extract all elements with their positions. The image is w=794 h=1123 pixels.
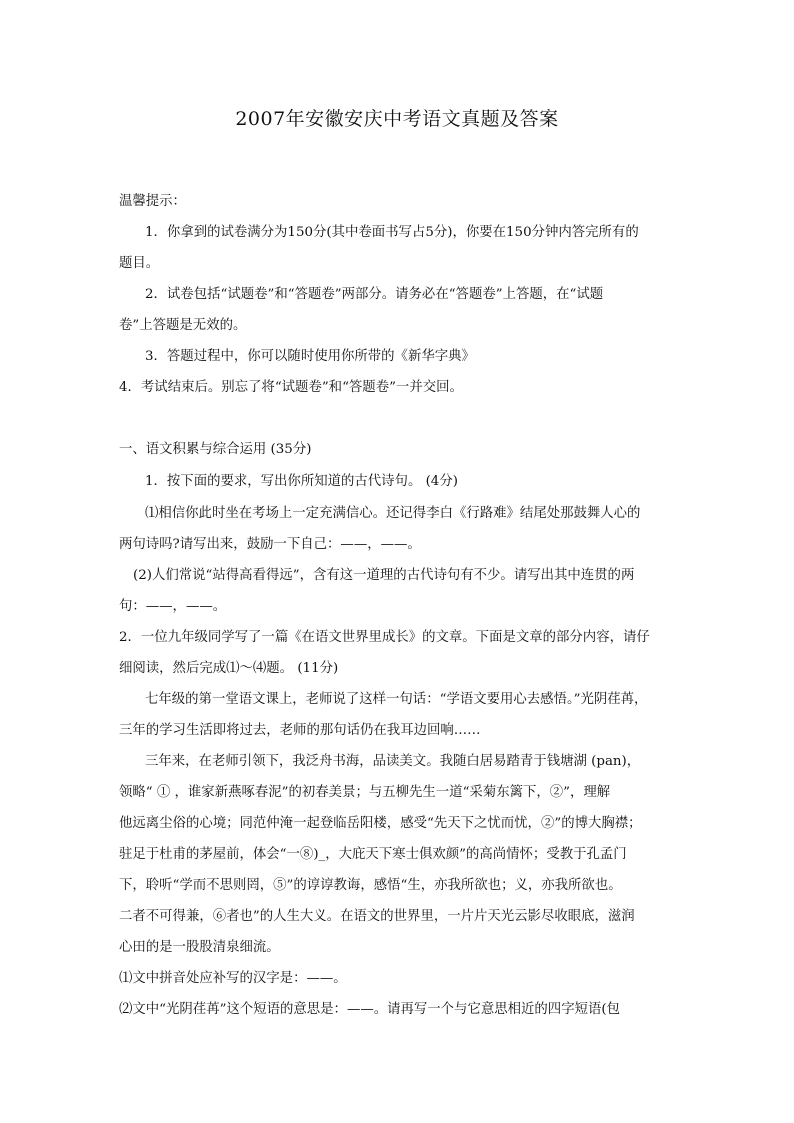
question-1-part-1-cont: 两句诗吗?请写出来，鼓励一下自己：——，——。: [119, 537, 421, 552]
tip-item-3: 3．答题过程中，你可以随时使用你所带的《新华字典》: [145, 349, 475, 364]
passage-paragraph-2-line-2: 领略“ ① ，谁家新燕啄春泥”的初春美景；与五柳先生一道“采菊东篱下，②”，理解: [119, 785, 611, 800]
page-title: 2007年安徽安庆中考语文真题及答案: [235, 108, 559, 130]
question-2-cont: 细阅读，然后完成⑴～⑷题。 (11分): [119, 661, 339, 676]
passage-paragraph-2-line-3: 他远离尘俗的心境；同范仲淹一起登临岳阳楼，感受“先天下之忧而忧，②”的博大胸襟；: [119, 816, 642, 831]
tip-item-2-cont: 卷”上答题是无效的。: [119, 318, 247, 333]
passage-paragraph-2-line-5: 下，聆听“学而不思则罔，⑤”的谆谆教诲，感悟“生，亦我所欲也；义，亦我所欲也。: [119, 878, 622, 893]
question-1: 1．按下面的要求，写出你所知道的古代诗句。 (4分): [145, 474, 458, 489]
question-1-part-2-cont: 句：——，——。: [119, 599, 227, 614]
passage-paragraph-2-line-4: 驻足于杜甫的茅屋前，体会“一⑧)_，大庇天下寒士俱欢颜”的高尚情怀；受教于孔孟门: [119, 847, 627, 862]
passage-paragraph-2-line-7: 心田的是一股股清泉细流。: [119, 940, 280, 955]
question-2: 2．一位九年级同学写了一篇《在语文世界里成长》的文章。下面是文章的部分内容，请仔: [119, 630, 650, 645]
tip-item-2: 2．试卷包括“试题卷”和“答题卷”两部分。请务必在“答题卷”上答题，在“试题: [145, 287, 604, 302]
passage-paragraph-1-cont: 三年的学习生活即将过去，老师的那句话仍在我耳边回响……: [119, 723, 481, 738]
tip-item-1: 1．你拿到的试卷满分为150分(其中卷面书写占5分)，你要在150分钟内答完所有的: [145, 225, 639, 240]
section-heading: 一、语文积累与综合运用 (35分): [119, 442, 312, 457]
tip-item-1-cont: 题目。: [119, 256, 160, 271]
tip-item-4: 4．考试结束后。别忘了将“试题卷”和“答题卷”一并交回。: [119, 380, 463, 395]
tips-heading: 温馨提示：: [119, 194, 186, 209]
answer-prompt-1: ⑴文中拼音处应补写的汉字是：——。: [119, 971, 347, 986]
passage-paragraph-2: 三年来，在老师引领下，我泛舟书海，品读美文。我随白居易踏青于钱塘湖 (pan)，: [145, 754, 641, 769]
passage-paragraph-1: 七年级的第一堂语文课上，老师说了这样一句话：“学语文要用心去感悟。”光阴荏苒，: [145, 692, 648, 707]
passage-paragraph-2-line-6: 二者不可得兼，⑥者也”的人生大义。在语文的世界里，一片片天光云影尽收眼底，滋润: [119, 909, 635, 924]
question-1-part-1: ⑴相信你此时坐在考场上一定充满信心。还记得李白《行路难》结尾处那鼓舞人心的: [145, 506, 641, 521]
answer-prompt-2: ⑵文中“光阴荏苒”这个短语的意思是：——。请再写一个与它意思相近的四字短语(包: [119, 1002, 620, 1017]
question-1-part-2: (2)人们常说“站得高看得远”，含有这一道理的古代诗句有不少。请写出其中连贯的两: [133, 568, 635, 583]
